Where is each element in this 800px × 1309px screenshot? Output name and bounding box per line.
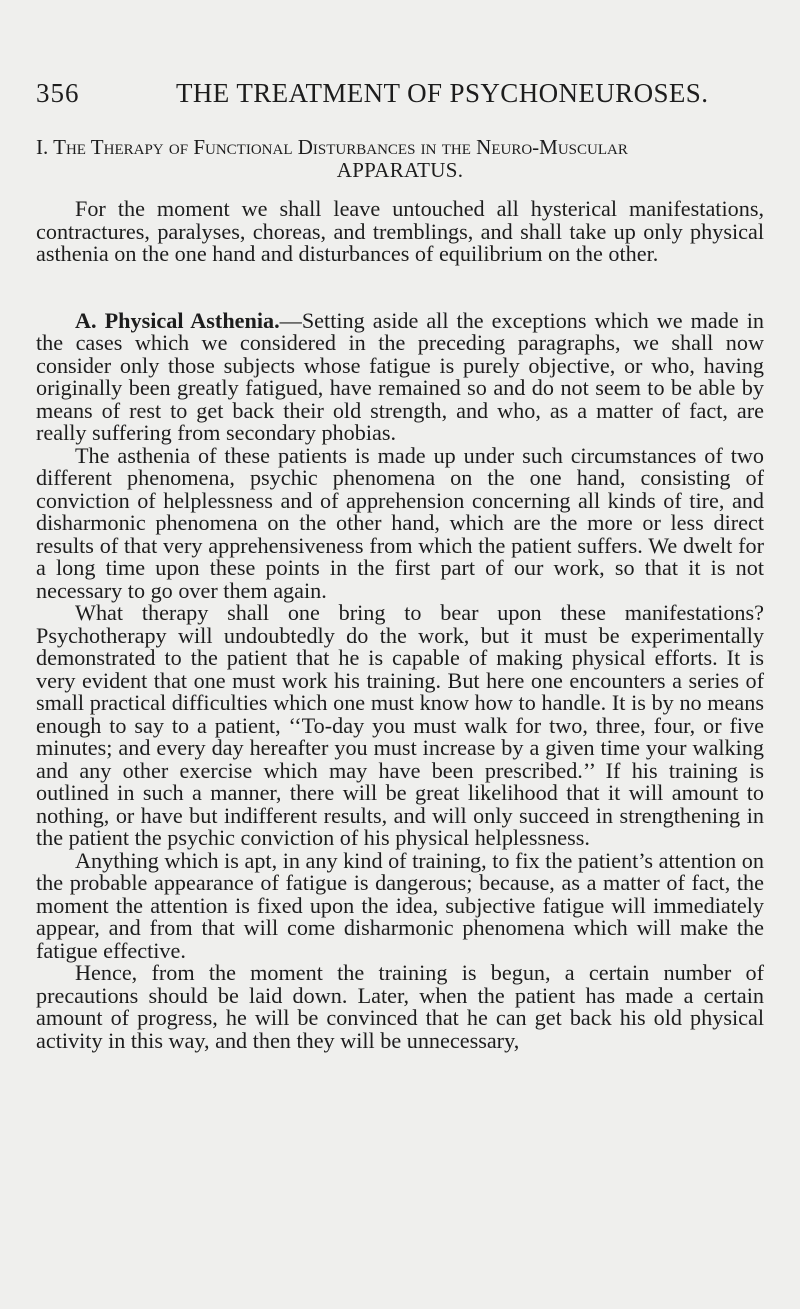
subsection-label: A. Physical Asthenia.: [75, 307, 280, 333]
paragraph-precautions: Hence, from the moment the training is begun, a certain number of precautions should be laid down. Later, when the patient has made a certain amount of progress, he will be convinced that he can get back his old physical activity in this way, and then they will be unnecessary,: [36, 960, 764, 1053]
section-heading-line-2: APPARATUS.: [336, 157, 464, 182]
paragraph-intro: For the moment we shall leave untouched all hysterical manifestations, contractures, paralyses, choreas, and tremblings, and shall take up only physical asthenia on the one hand and disturbances of equilibrium on the other.: [36, 196, 764, 266]
paragraph-attention: Anything which is apt, in any kind of training, to fix the patient’s attention on the probable appearance of fatigue is dangerous; because, as a matter of fact, the moment the attention is fixed upon the idea, subjective fatigue will immediately appear, and from that will come disharmonic phenomena which will make the fatigue effective.: [36, 847, 764, 963]
paragraph-asthenia: The asthenia of these patients is made up under such circumstances of two different phenomena, psychic phenomena on the one hand, consisting of conviction of helplessness and of apprehension concerning all kinds of tire, and disharmonic phenomena on the other hand, which are the more or less direct results of that very apprehensiveness from which the patient suffers. We dwelt for a long time upon these points in the first part of our work, so that it is not necessary to go over them again.: [36, 442, 764, 603]
running-title: THE TREATMENT OF PSYCHONEUROSES.: [176, 78, 709, 108]
running-head: [36, 78, 766, 112]
page-number: 356: [36, 78, 80, 108]
subsection-first-paragraph-text: —Setting aside all the exceptions which we made in the cases which we considered in the preceding paragraphs, we shall now consider only those subjects whose fatigue is purely objective, or who, having originally been greatly fatigued, have remained so and do not seem to be able by means of rest to get back their old strength, and who, as a matter of fact, are really suffering from secondary phobias.: [36, 307, 764, 445]
section-heading: [36, 136, 764, 181]
paragraph-therapy: What therapy shall one bring to bear upon these manifestations? Psychotherapy will undoubtedly do the work, but it must be experimentally demonstrated to the patient that he is capable of making physical efforts. It is very evident that one must work his training. But here one encounters a series of small practical difficulties which one must know how to handle. It is by no means enough to say to a patient, ‘‘To-day you must walk for two, three, four, or five minutes; and every day hereafter you must increase by a given time your walking and any other exercise which may have been prescribed.’’ If his training is outlined in such a manner, there will be great likelihood that it will amount to nothing, or have but indifferent results, and will only succeed in strengthening in the patient the psychic conviction of his physical helplessness.: [36, 600, 764, 850]
body-text: [36, 136, 764, 1052]
subsection-first-paragraph: [36, 307, 764, 445]
section-heading-line-1: I. The Therapy of Functional Disturbances in the Neuro-Muscular: [36, 135, 628, 159]
